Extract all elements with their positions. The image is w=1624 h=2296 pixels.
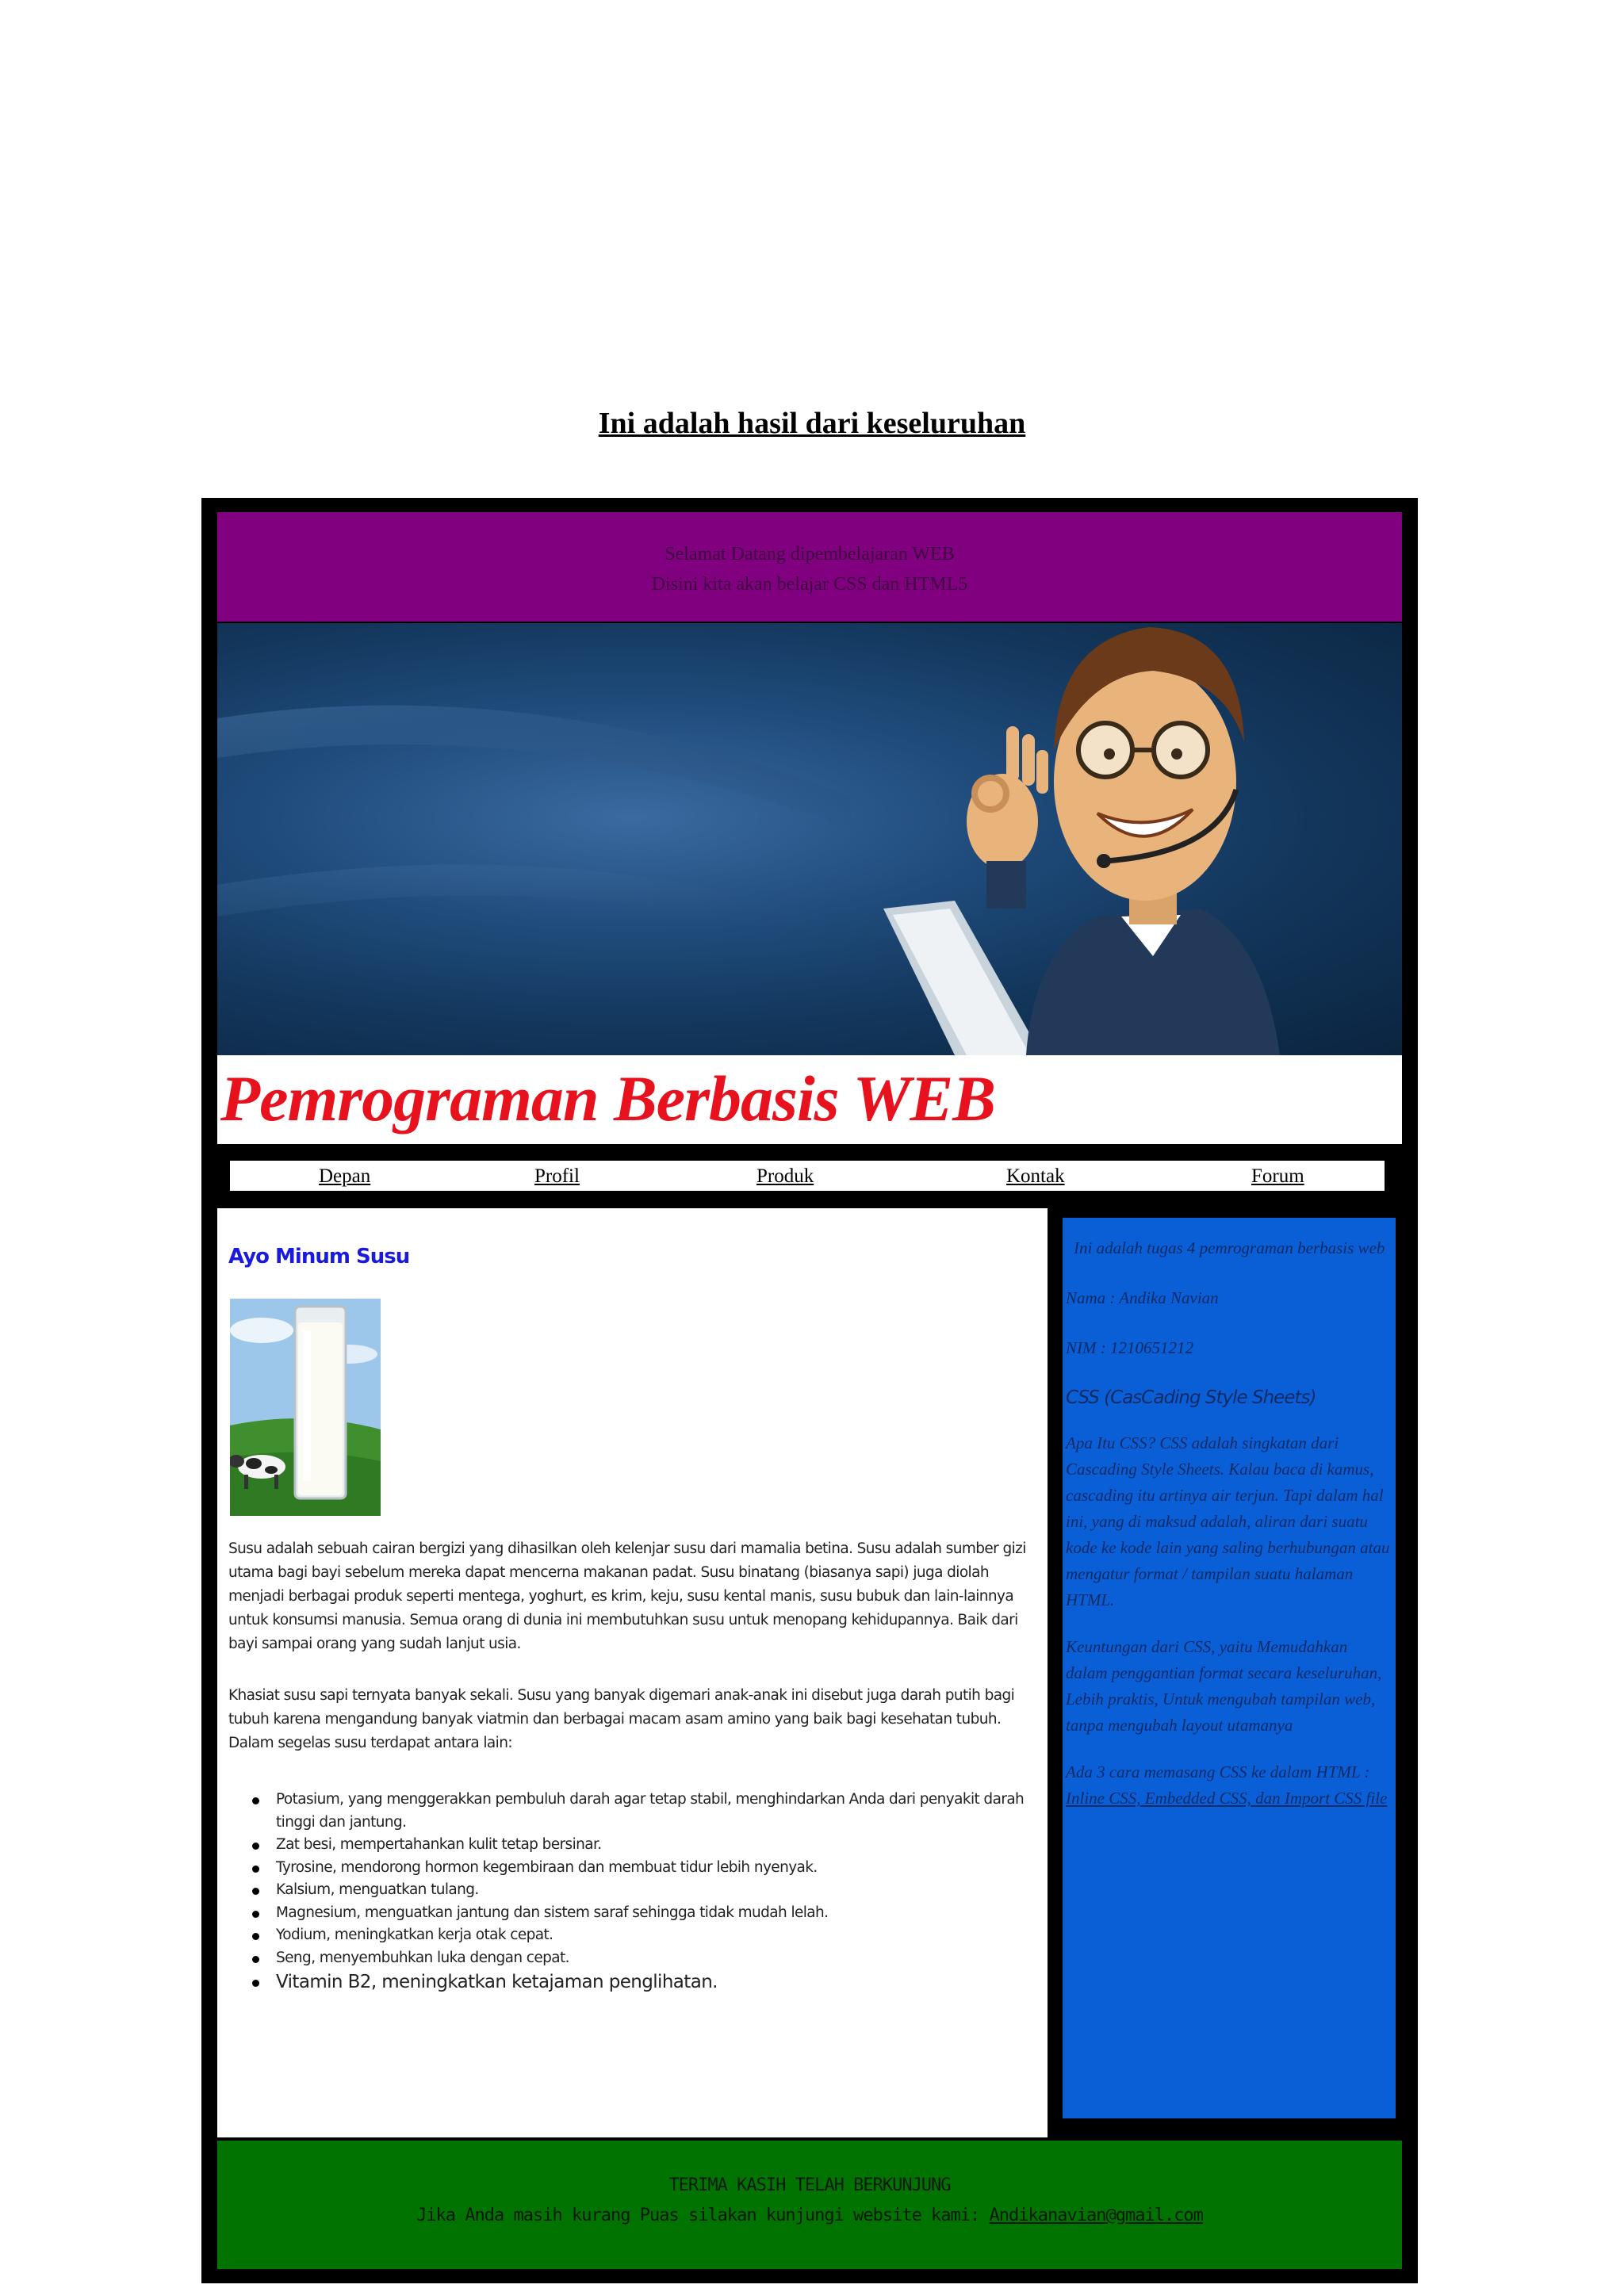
footer-email-link[interactable]: Andikanavian@gmail.com (989, 2206, 1203, 2225)
footer (217, 2141, 1402, 2269)
sidebar (1055, 1215, 1402, 2134)
list-item: Kalsium, menguatkan tulang. (249, 1879, 1034, 1902)
sidebar-ways (1063, 1759, 1396, 1812)
sidebar-panel (1063, 1218, 1396, 2118)
banner-image (217, 623, 1402, 1055)
nav-profil[interactable]: Profil (534, 1165, 580, 1187)
sidebar-advantages: Keuntungan dari CSS, yaitu Memudahkan dalam penggantian format secara keseluruhan, Lebih praktis, Untuk mengubah tampilan web, tanpa mengubah layout utamanya (1066, 1637, 1382, 1735)
milk-glass-icon (230, 1299, 381, 1516)
welcome-line-2: Disini kita akan belajar CSS dan HTML5 (651, 574, 968, 595)
list-item: Seng, menyembuhkan luka dengan cepat. (249, 1947, 1034, 1970)
footer-thanks: TERIMA KASIH TELAH BERKUNJUNG (668, 2175, 951, 2195)
article-title: Ayo Minum Susu (228, 1245, 410, 1269)
sidebar-css-heading: CSS (CasCading Style Sheets) (1066, 1387, 1316, 1408)
list-item: Yodium, meningkatkan kerja otak cepat. (249, 1924, 1034, 1947)
footer-visit-text: Jika Anda masih kurang Puas silakan kunjungi website kami: (416, 2206, 990, 2225)
benefits-list (249, 1789, 1034, 1995)
list-item: Tyrosine, mendorong hormon kegembiraan dan membuat tidur lebih nyenyak. (249, 1857, 1034, 1880)
site-title: Pemrograman Berbasis WEB (220, 1062, 995, 1135)
webpage-frame (201, 498, 1418, 2283)
list-item: Zat besi, mempertahankan kulit tetap bersinar. (249, 1834, 1034, 1857)
footer-visit (217, 2206, 1402, 2225)
navigation-bar (227, 1158, 1388, 1194)
nav-kontak[interactable]: Kontak (1006, 1165, 1065, 1187)
list-item: Potasium, yang menggerakkan pembuluh darah agar tetap stabil, menghindarkan Anda dari penyakit darah tinggi dan jantung. (249, 1789, 1034, 1834)
nav-forum[interactable]: Forum (1251, 1165, 1304, 1187)
cartoon-man-illustration (217, 623, 1402, 1055)
sidebar-what-is-css: Apa Itu CSS? CSS adalah singkatan dari Cascading Style Sheets. Kalau baca di kamus, cascading itu artinya air terjun. Tapi dalam hal ini, yang di maksud adalah, aliran dari suatu kode ke kode lain yang saling berhubungan atau mengatur format / tampilan suatu halaman HTML. (1066, 1433, 1390, 1609)
welcome-line-1: Selamat Datang dipembelajaran WEB (665, 544, 955, 564)
list-item: Magnesium, menguatkan jantung dan sistem saraf sehingga tidak mudah lelah. (249, 1902, 1034, 1925)
nav-produk[interactable]: Produk (756, 1165, 814, 1187)
list-item: Vitamin B2, meningkatkan ketajaman penglihatan. (249, 1969, 1034, 1995)
sidebar-nim: NIM : 1210651212 (1066, 1338, 1193, 1357)
document-heading: Ini adalah hasil dari keseluruhan (598, 407, 1026, 440)
article-paragraph-2: Khasiat susu sapi ternyata banyak sekali. Susu yang banyak digemari anak-anak ini disebut juga darah putih bagi tubuh karena mengandung banyak viatmin dan berbagai macam asam amino yang baik bagi kesehatan tubuh. Dalam segelas susu terdapat antara lain: (228, 1687, 1015, 1751)
main-content (217, 1208, 1048, 2137)
nav-depan[interactable]: Depan (319, 1165, 371, 1187)
sidebar-ways-intro: Ada 3 cara memasang CSS ke dalam HTML : (1066, 1762, 1370, 1781)
article-paragraph-1: Susu adalah sebuah cairan bergizi yang dihasilkan oleh kelenjar susu dari mamalia betina. Susu adalah sumber gizi utama bagi bayi sebelum mereka dapat mencerna makanan padat. Susu binatang (biasanya sapi) juga diolah menjadi berbagai produk seperti mentega, yoghurt, es krim, keju, susu kental manis, susu bubuk dan lain-lainnya untuk konsumsi manusia. Semua orang di dunia ini membutuhkan susu untuk menopang kehidupannya. Baik dari bayi sampai orang yang sudah lanjut usia. (228, 1540, 1026, 1652)
sidebar-name: Nama : Andika Navian (1066, 1288, 1219, 1307)
sidebar-ways-link[interactable]: Inline CSS, Embedded CSS, dan Import CSS file (1066, 1789, 1388, 1808)
site-title-strip (217, 1055, 1402, 1144)
sidebar-intro: Ini adalah tugas 4 pemrograman berbasis web (1074, 1238, 1385, 1257)
milk-glass-image (230, 1299, 381, 1516)
welcome-header (217, 512, 1402, 622)
